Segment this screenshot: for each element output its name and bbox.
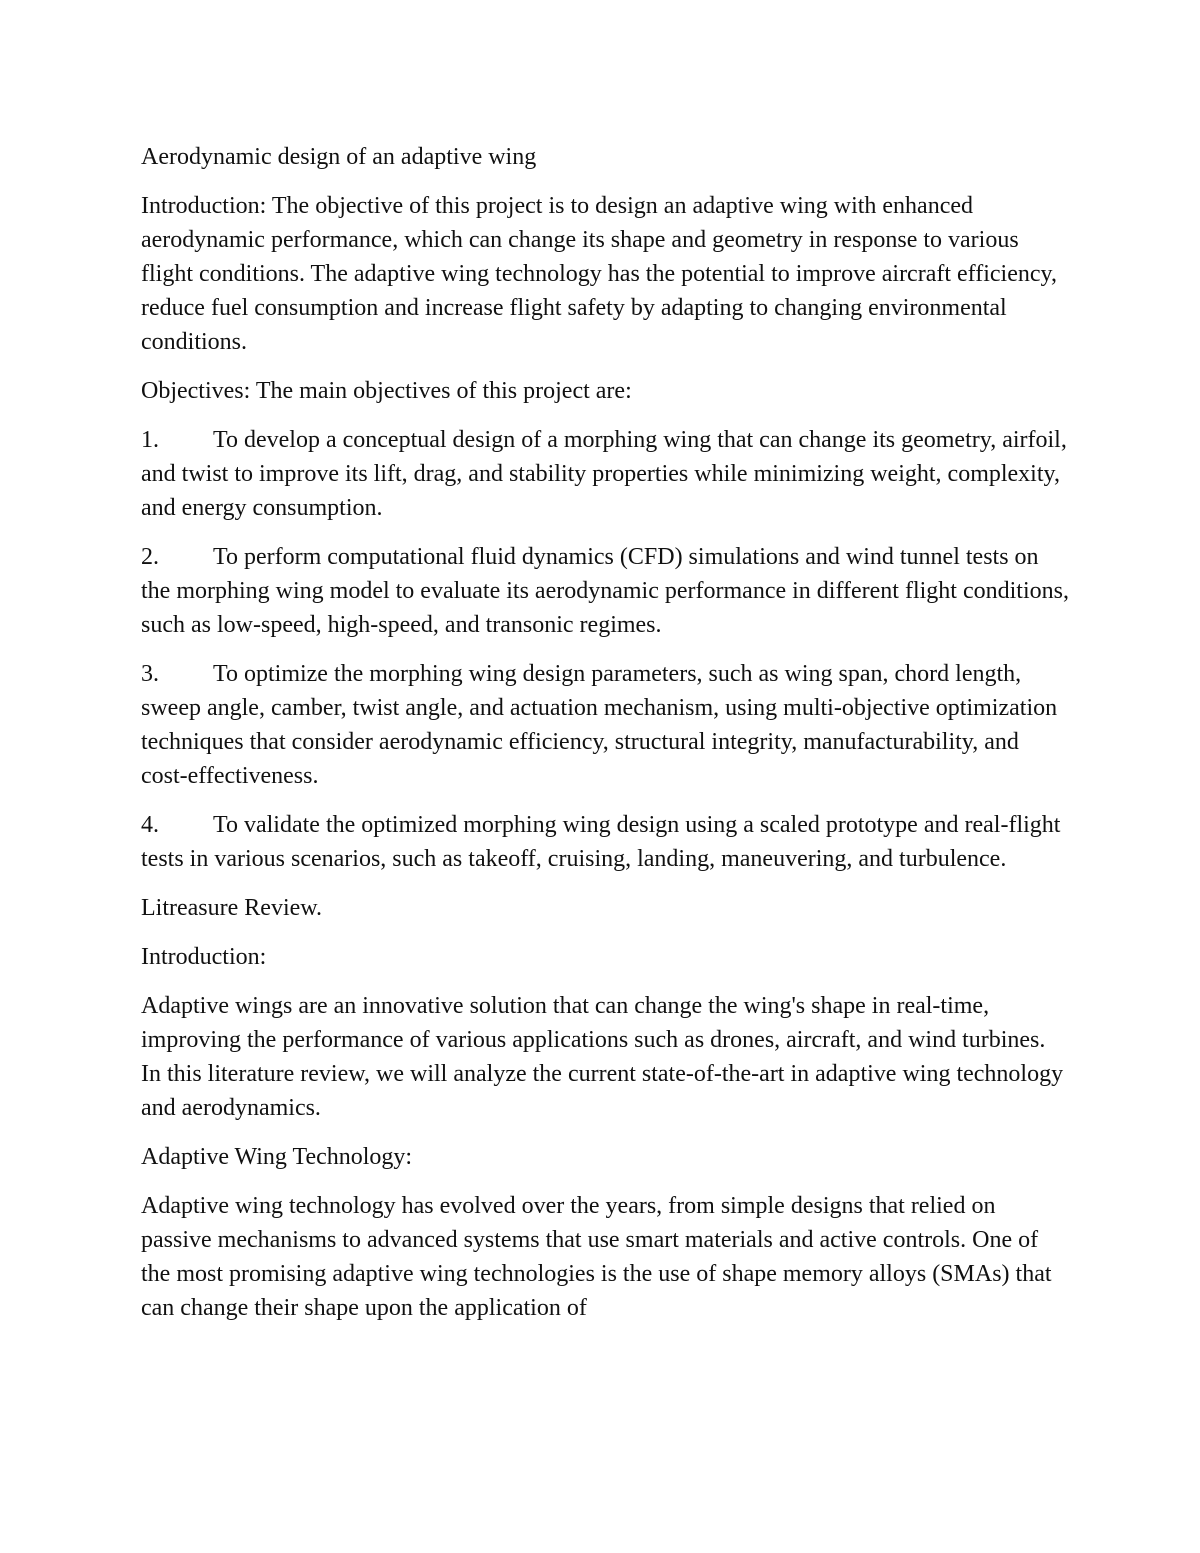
literature-intro-heading: Introduction:: [141, 944, 267, 970]
objective-item-3: [141, 657, 1071, 793]
objective-text: To validate the optimized morphing wing design using a scaled prototype and real-flight tests in various scenarios, such as takeoff, cruising, landing, maneuvering, and turbulence.: [141, 812, 1061, 872]
objectives-heading: Objectives: The main objectives of this project are:: [141, 378, 632, 404]
adaptive-wing-technology-paragraph: Adaptive wing technology has evolved over the years, from simple designs that relied on passive mechanisms to advanced systems that use smart materials and active controls. One of the most promising adaptive wing technologies is the use of shape memory alloys (SMAs) that can change their shape upon the application of: [141, 1193, 1052, 1321]
adaptive-wing-technology-heading: Adaptive Wing Technology:: [141, 1144, 413, 1170]
document-body: [141, 140, 1071, 1340]
objective-text: To perform computational fluid dynamics (CFD) simulations and wind tunnel tests on the morphing wing model to evaluate its aerodynamic performance in different flight conditions, such as low-speed, high-speed, and transonic regimes.: [141, 544, 1069, 638]
objective-number: 1.: [141, 427, 159, 453]
intro-paragraph: Introduction: The objective of this project is to design an adaptive wing with enhanced aerodynamic performance, which can change its shape and geometry in response to various flight conditions. The adaptive wing technology has the potential to improve aircraft efficiency, reduce fuel consumption and increase flight safety by adapting to changing environmental conditions.: [141, 193, 1057, 355]
literature-review-heading: Litreasure Review.: [141, 895, 323, 921]
objective-text: To develop a conceptual design of a morphing wing that can change its geometry, airfoil, and twist to improve its lift, drag, and stability properties while minimizing weight, complexity, and energy consumption.: [141, 427, 1067, 521]
objective-number: 4.: [141, 812, 159, 838]
literature-intro-paragraph: Adaptive wings are an innovative solution that can change the wing's shape in real-time, improving the performance of various applications such as drones, aircraft, and wind turbines. In this literature review, we will analyze the current state-of-the-art in adaptive wing technology and aerodynamics.: [141, 993, 1064, 1121]
objective-text: To optimize the morphing wing design parameters, such as wing span, chord length, sweep angle, camber, twist angle, and actuation mechanism, using multi-objective optimization techniques that consider aerodynamic efficiency, structural integrity, manufacturability, and cost-effectiveness.: [141, 661, 1058, 789]
objective-number: 3.: [141, 661, 159, 687]
objective-number: 2.: [141, 544, 159, 570]
objective-item-4: [141, 808, 1071, 876]
objective-item-2: [141, 540, 1071, 642]
document-title: Aerodynamic design of an adaptive wing: [141, 144, 537, 170]
objective-item-1: [141, 423, 1071, 525]
